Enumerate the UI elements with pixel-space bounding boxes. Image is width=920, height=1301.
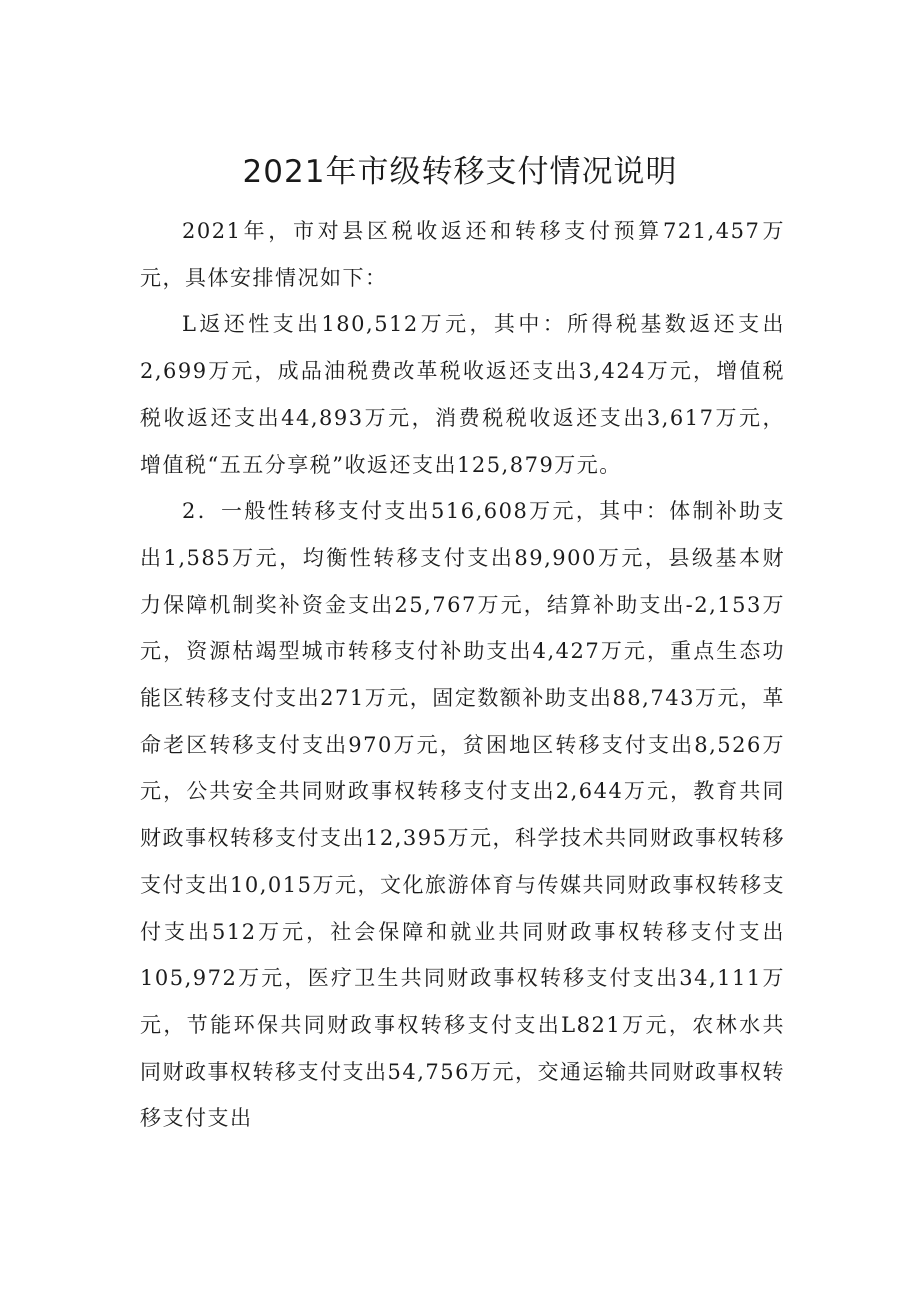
section-2-paragraph: 2．一般性转移支付支出516,608万元，其中：体制补助支出1,585万元，均衡性转移支付支出89,900万元，县级基本财力保障机制奖补资金支出25,767万元，结算补助支出-2,153万元，资源枯竭型城市转移支付补助支出4,427万元，重点生态功能区转移支付支出271万元，固定数额补助支出88,743万元，革命老区转移支付支出970万元，贫困地区转移支付支出8,526万元，公共安全共同财政事权转移支付支出2,644万元，教育共同财政事权转移支付支出12,395万元，科学技术共同财政事权转移支付支出10,015万元，文化旅游体育与传媒共同财政事权转移支付支出512万元，社会保障和就业共同财政事权转移支付支出105,972万元，医疗卫生共同财政事权转移支付支出34,111万元，节能环保共同财政事权转移支付支出L821万元，农林水共同财政事权转移支付支出54,756万元，交通运输共同财政事权转移支付支出 xyxy=(140,499,785,1131)
page-title: 2021年市级转移支付情况说明 xyxy=(242,154,678,190)
document-body xyxy=(140,208,785,1142)
intro-paragraph: 2021年，市对县区税收返还和转移支付预算721,457万元，具体安排情况如下： xyxy=(140,219,785,290)
section-1-paragraph: L返还性支出180,512万元，其中：所得税基数返还支出2,699万元，成品油税费改革税收返还支出3,424万元，增值税税收返还支出44,893万元，消费税税收返还支出3,617万元，增值税“五五分享税”收返还支出125,879万元。 xyxy=(140,312,785,477)
